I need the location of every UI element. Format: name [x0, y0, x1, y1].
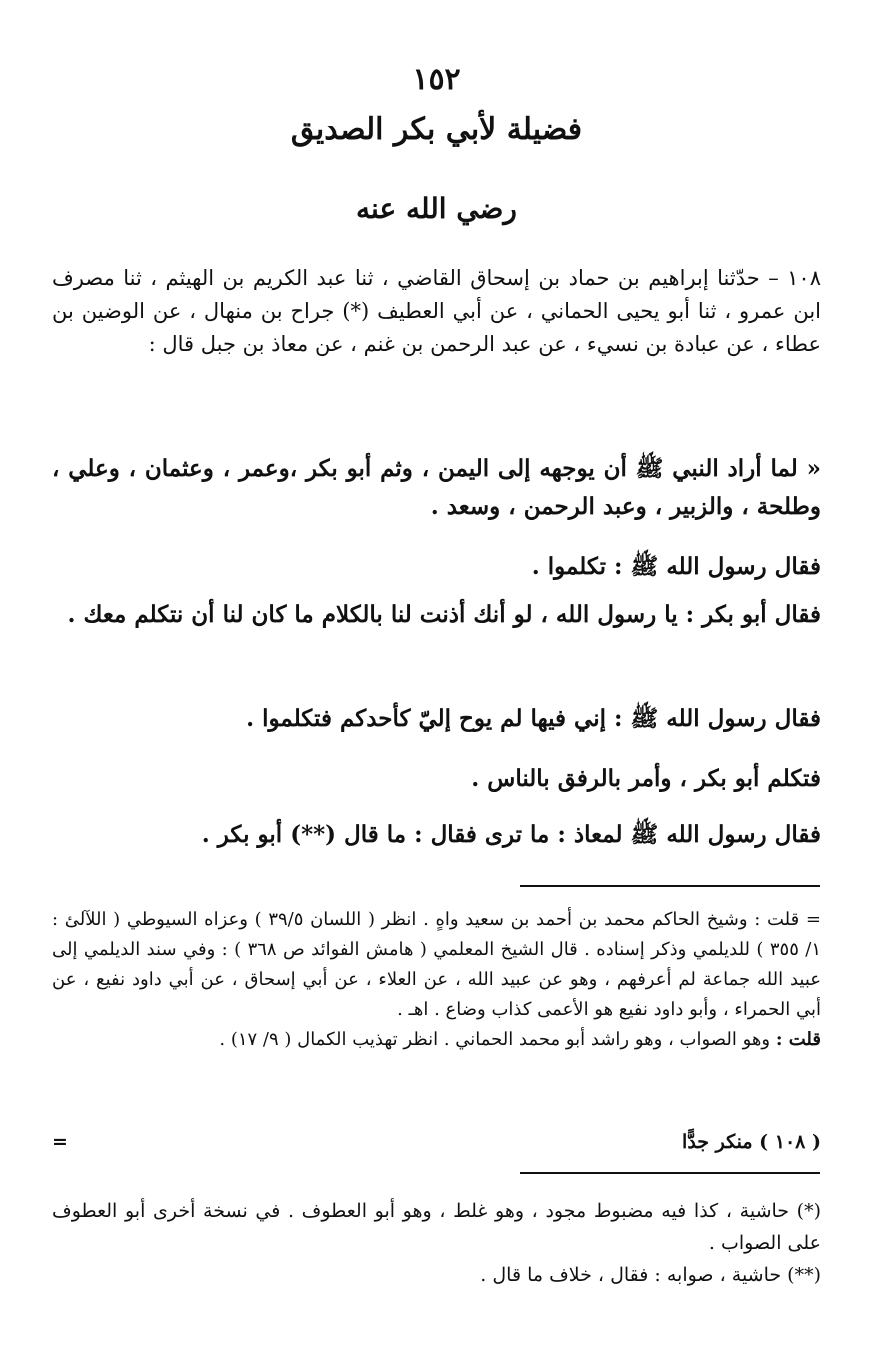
footnotes [52, 1195, 821, 1291]
hadith-paragraph: « لما أراد النبي ﷺ أن يوجهه إلى اليمن ، وثم أبو بكر ،وعمر ، وعثمان ، وعلي ، وطلحة ، والزبير ، وعبد الرحمن ، وسعد . [52, 455, 821, 520]
hadith-paragraph: فقال رسول الله ﷺ : إني فيها لم يوح إليّ كأحدكم فتكلموا . [246, 705, 821, 732]
grade-text: ( ١٠٨ ) منكر جدًّا [682, 1131, 821, 1153]
grade-mark: = [52, 1131, 68, 1153]
divider [520, 1172, 820, 1174]
hadith-isnad: ١٠٨ – حدّثنا إبراهيم بن حماد بن إسحاق القاضي ، ثنا عبد الكريم بن الهيثم ، ثنا مصرف ابن عمرو ، ثنا أبو يحيى الحماني ، عن أبي العطيف (*) جراح بن منهال ، عن الوضين بن عطاء ، عن عبادة بن نسيء ، عن عبد الرحمن بن غنم ، عن معاذ بن جبل قال : [52, 266, 821, 356]
commentary-text [52, 905, 821, 1025]
hadith-paragraph: فقال رسول الله ﷺ : تكلموا . [531, 553, 821, 580]
divider [520, 885, 820, 887]
note-label: قلت : [775, 1029, 821, 1050]
commentary-note [52, 1025, 821, 1055]
note-text: وهو الصواب ، وهو راشد أبو محمد الحماني . انظر تهذيب الكمال ( ٩/ ١٧) . [219, 1029, 771, 1050]
page-number: ١٥٢ [412, 62, 461, 97]
commentary-block [52, 905, 821, 1055]
footnote: (*) حاشية ، كذا فيه مضبوط مجود ، وهو غلط ، وهو أبو العطوف . في نسخة أخرى أبو العطوف على الصواب . [52, 1200, 821, 1254]
hadith-paragraph: فقال أبو بكر : يا رسول الله ، لو أنك أذنت لنا بالكلام ما كان لنا أن نتكلم معك . [67, 601, 821, 628]
footnote: (**) حاشية ، صوابه : فقال ، خلاف ما قال . [480, 1264, 821, 1286]
continuation-mark: = [805, 909, 821, 930]
commentary-lines: قلت : وشيخ الحاكم محمد بن أحمد بن سعيد واهٍ . انظر ( اللسان ٣٩/٥ ) وعزاه السيوطي ( اللآلئ : ١/ ٣٥٥ ) للديلمي وذكر إسناده . قال الشيخ المعلمي ( هامش الفوائد ص ٣٦٨ ) : وفي سند الديلمي إلى عبيد الله جماعة لم أعرفهم ، وهو عن عبيد الله ، عن العلاء ، عن أبي إسحاق ، عن أبي داود نفيع ، عن أبي الحمراء ، وأبو داود نفيع هو الأعمى كذاب وضاع . اهـ . [52, 909, 822, 1020]
hadith-paragraph: فتكلم أبو بكر ، وأمر بالرفق بالناس . [471, 765, 821, 792]
hadith-grade [52, 1127, 821, 1157]
page-subtitle: رضي الله عنه [356, 192, 517, 225]
page-title: فضيلة لأبي بكر الصديق [290, 112, 583, 147]
hadith-paragraph: فقال رسول الله ﷺ لمعاذ : ما ترى فقال : ما قال (**) أبو بكر . [201, 821, 821, 848]
